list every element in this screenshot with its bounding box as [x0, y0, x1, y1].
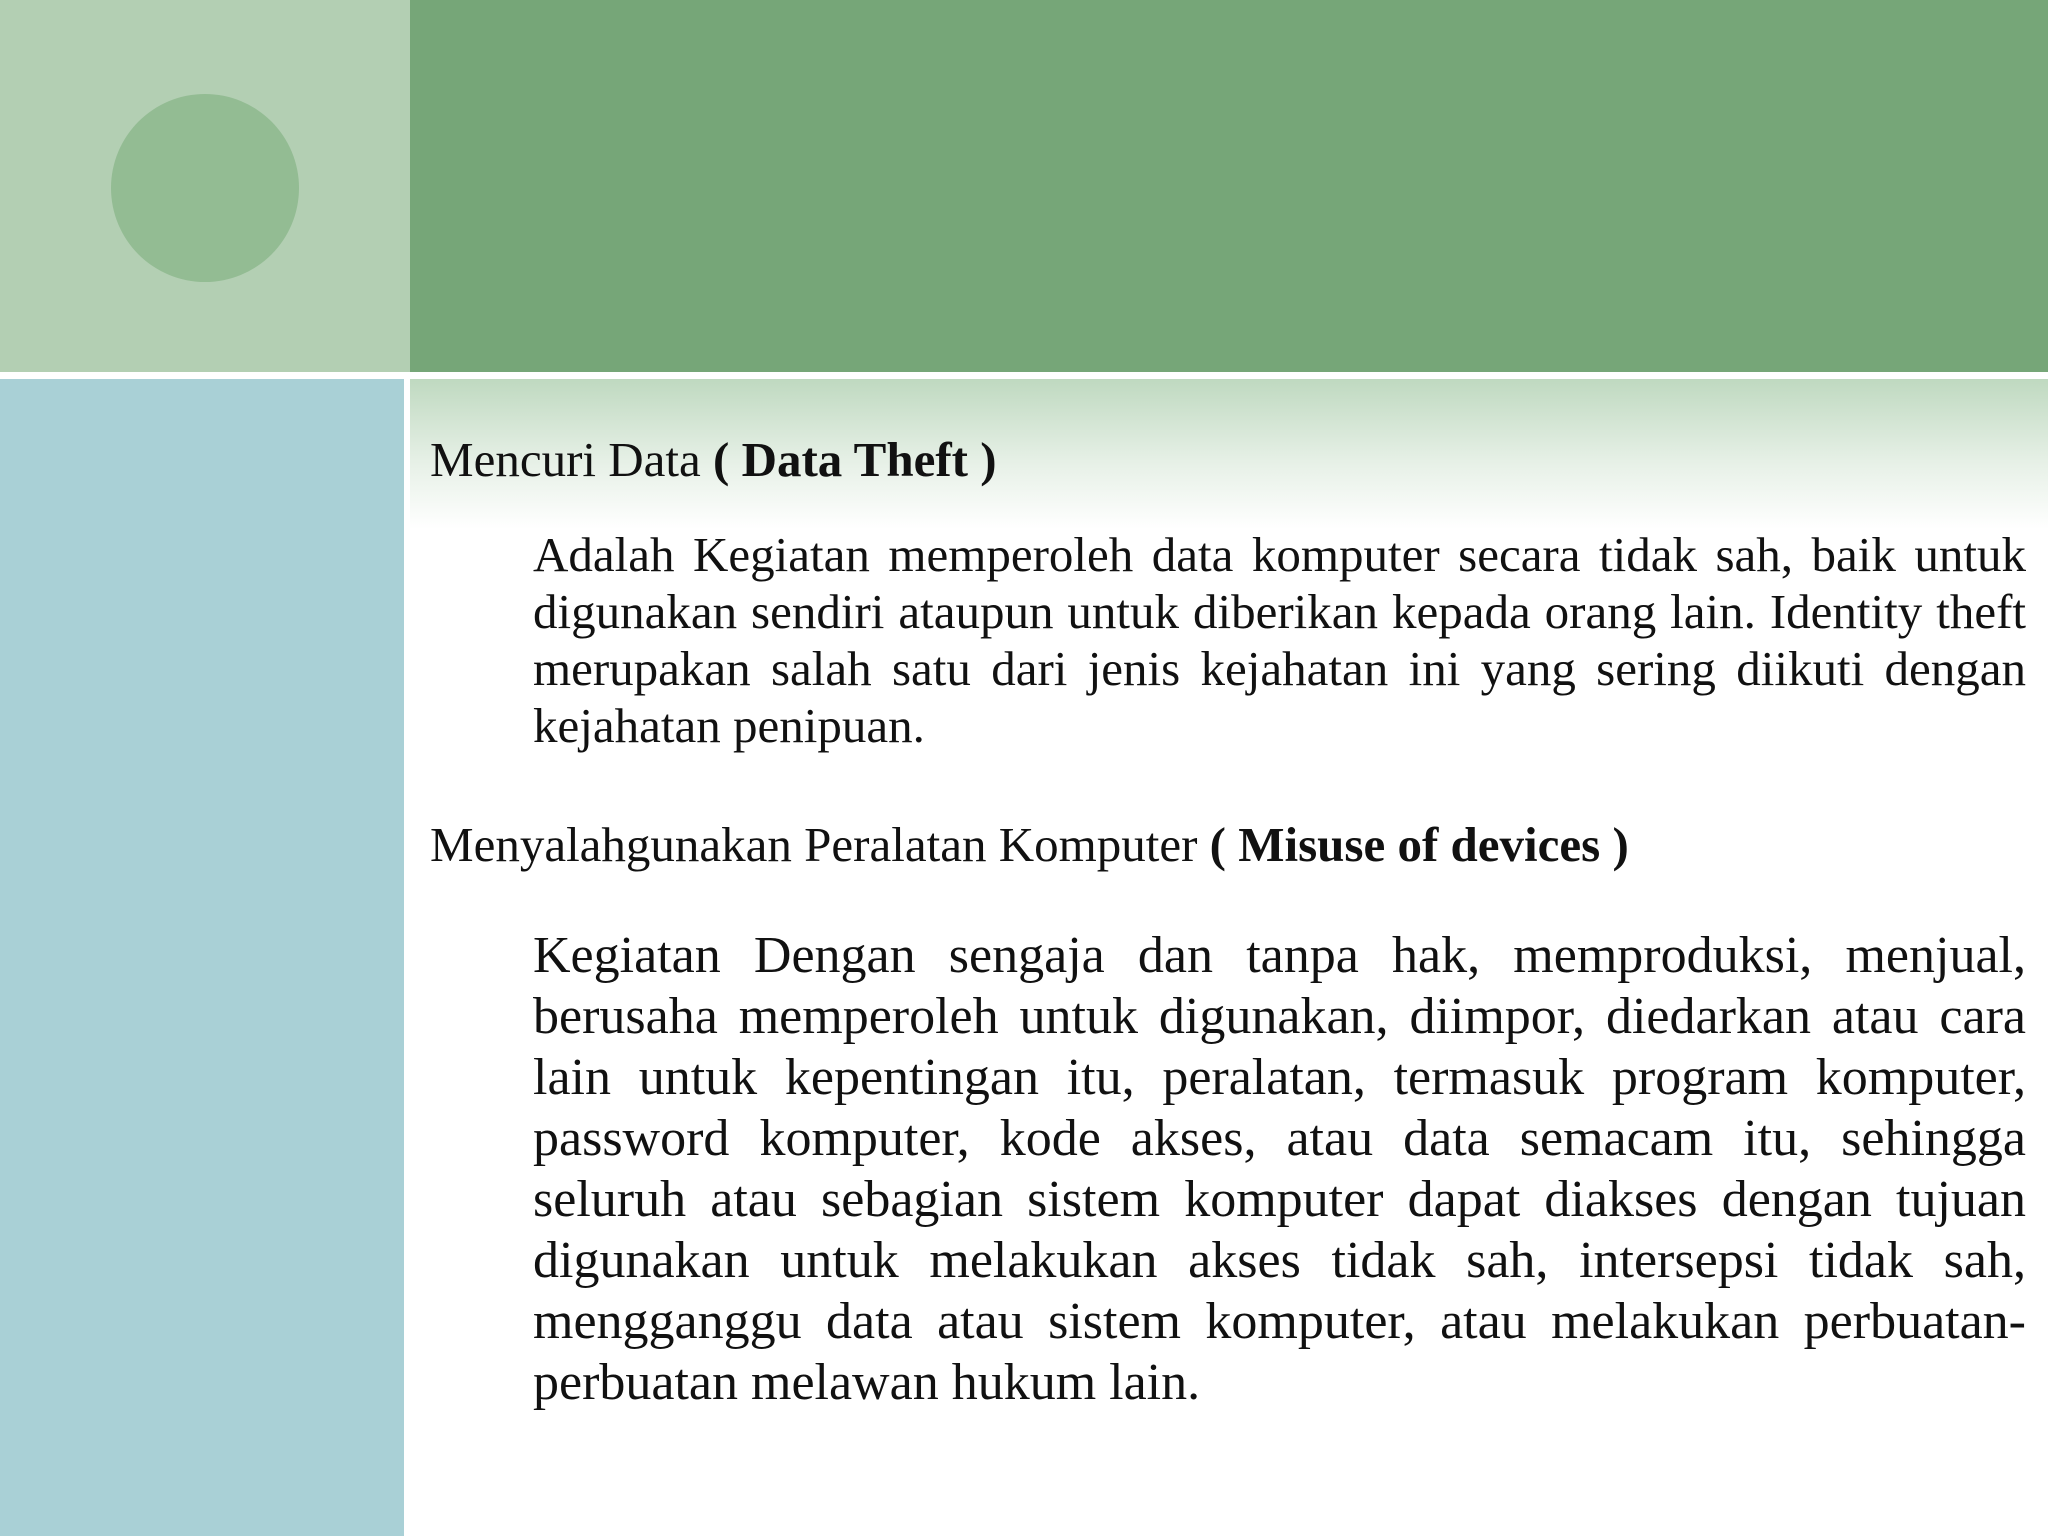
heading-misuse-english: ( Misuse of devices ): [1209, 817, 1629, 872]
horizontal-divider: [0, 372, 2048, 379]
header-band: [410, 0, 2048, 375]
decorative-circle: [111, 94, 299, 282]
heading-data-theft-title: Mencuri Data: [430, 432, 701, 487]
slide-content: [430, 430, 2026, 1413]
paragraph-misuse-of-devices: Kegiatan Dengan sengaja dan tanpa hak, memproduksi, menjual, berusaha memperoleh untuk digunakan, diimpor, diedarkan atau cara lain untuk kepentingan itu, peralatan, termasuk program komputer, password komputer, kode akses, atau data semacam itu, sehingga seluruh atau sebagian sistem komputer dapat diakses dengan tujuan digunakan untuk melakukan akses tidak sah, intersepsi tidak sah, mengganggu data atau sistem komputer, atau melakukan perbuatan-perbuatan melawan hukum lain.: [533, 927, 2026, 1411]
paragraph-data-theft: Adalah Kegiatan memperoleh data komputer secara tidak sah, baik untuk digunakan sendiri ataupun untuk diberikan kepada orang lain. Identity theft merupakan salah satu dari jenis kejahatan ini yang sering diikuti dengan kejahatan penipuan.: [533, 527, 2026, 753]
heading-data-theft-english: ( Data Theft ): [713, 432, 997, 487]
left-sidebar-panel: [0, 375, 410, 1536]
vertical-divider: [404, 375, 410, 1536]
heading-misuse-of-devices: [430, 815, 2026, 875]
heading-misuse-title: Menyalahgunakan Peralatan Komputer: [430, 817, 1198, 872]
heading-data-theft: [430, 430, 2026, 490]
